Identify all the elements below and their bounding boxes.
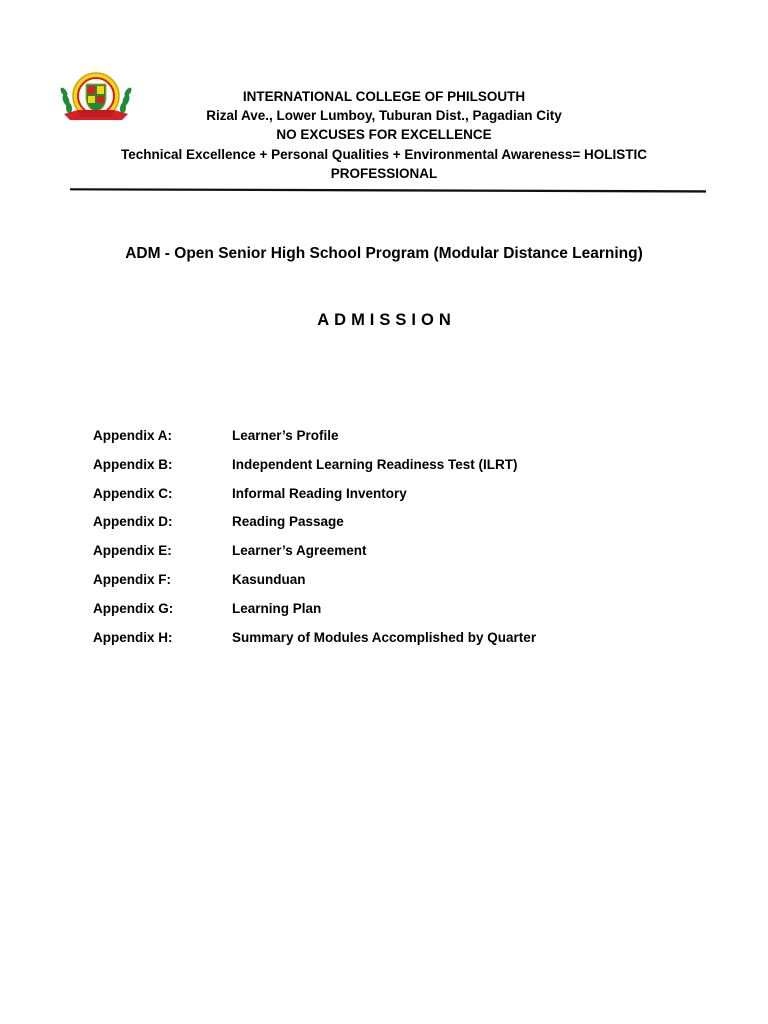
appendix-description: Learner’s Profile: [232, 428, 339, 443]
appendix-label: Appendix H:: [93, 629, 173, 645]
institution-name: INTERNATIONAL COLLEGE OF PHILSOUTH: [242, 89, 526, 104]
appendix-description: Learning Plan: [232, 600, 322, 616]
appendix-label: Appendix A:: [93, 428, 172, 443]
appendix-description: Learner’s Agreement: [232, 543, 367, 559]
appendix-description: Reading Passage: [232, 514, 344, 530]
letterhead: [110, 87, 658, 183]
appendix-row: [93, 484, 693, 513]
header-divider: [70, 187, 706, 193]
appendix-label: Appendix C:: [93, 485, 173, 501]
appendix-row: [93, 599, 693, 628]
appendix-row: [93, 455, 693, 484]
appendix-row: [93, 541, 693, 570]
appendix-row: [93, 426, 693, 455]
appendix-list: [93, 426, 693, 656]
program-title: ADM - Open Senior High School Program (Modular Distance Learning): [125, 245, 643, 262]
appendix-description: Summary of Modules Accomplished by Quarter: [232, 629, 537, 645]
appendix-label: Appendix G:: [93, 600, 174, 616]
appendix-label: Appendix F:: [93, 571, 171, 587]
institution-motto: NO EXCUSES FOR EXCELLENCE: [276, 127, 492, 143]
appendix-description: Kasunduan: [232, 571, 306, 587]
appendix-label: Appendix B:: [93, 456, 173, 472]
appendix-description: Informal Reading Inventory: [232, 485, 407, 501]
appendix-row: [93, 628, 693, 657]
institution-tagline-line2: PROFESSIONAL: [330, 165, 438, 181]
institution-tagline-line1: Technical Excellence + Personal Qualities + Environmental Awareness= HOLISTIC: [120, 146, 648, 162]
appendix-row: [93, 570, 693, 599]
appendix-description: Independent Learning Readiness Test (ILRT): [232, 456, 518, 472]
appendix-label: Appendix E:: [93, 543, 172, 559]
appendix-label: Appendix D:: [93, 514, 173, 530]
section-title: ADMISSION: [317, 311, 456, 329]
institution-address: Rizal Ave., Lower Lumboy, Tuburan Dist., Pagadian City: [206, 108, 562, 124]
appendix-row: [93, 512, 693, 541]
